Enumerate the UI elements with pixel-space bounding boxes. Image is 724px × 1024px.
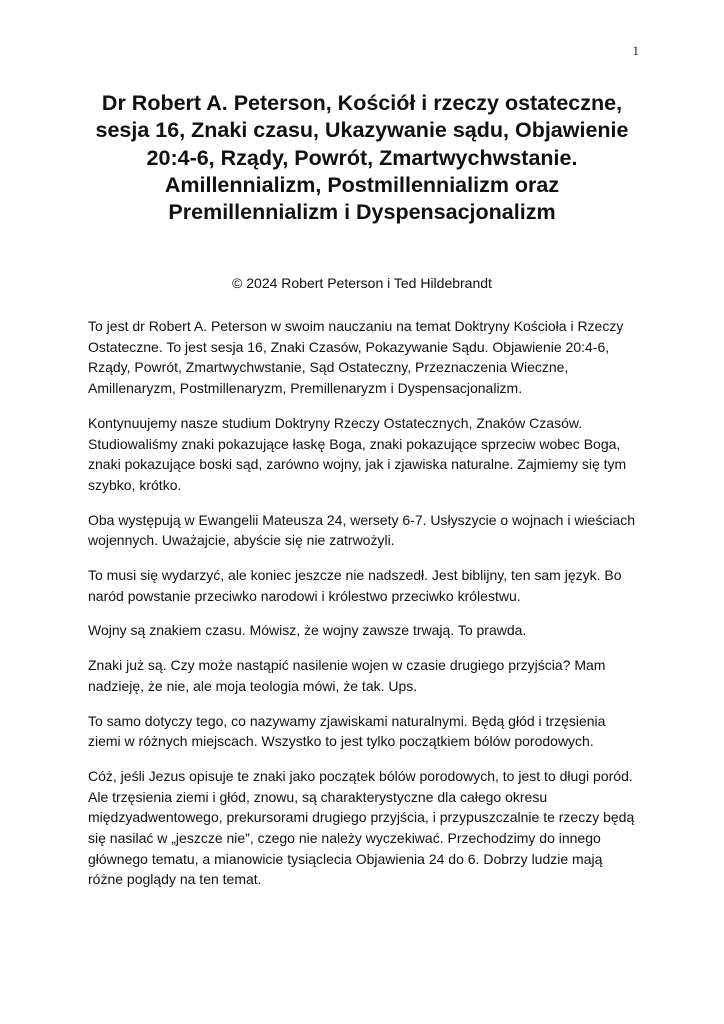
paragraph: To jest dr Robert A. Peterson w swoim nauczaniu na temat Doktryny Kościoła i Rzeczy Ostateczne. To jest sesja 16, Znaki Czasów, Pokazywanie Sądu. Objawienie 20:4-6, Rządy, Powrót, Zmartwychwstanie, Sąd Ostateczny, Przeznaczenia Wieczne, Amillenaryzm, Postmillenaryzm, Premillenaryzm i Dyspensacjonalizm.: [88, 318, 624, 397]
paragraph: To musi się wydarzyć, ale koniec jeszcze nie nadszedł. Jest biblijny, ten sam język. Bo naród powstanie przeciwko narodowi i królestwo przeciwko królestwu.: [88, 567, 622, 604]
copyright-line: © 2024 Robert Peterson i Ted Hildebrandt: [232, 275, 492, 291]
document-title: Dr Robert A. Peterson, Kościół i rzeczy ostateczne, sesja 16, Znaki czasu, Ukazywanie sądu, Objawienie 20:4-6, Rządy, Powrót, Zmartwychwstanie. Amillennializm, Postmillennializm oraz Premillennializm i Dyspensacjonalizm: [95, 91, 629, 225]
paragraph: Kontynuujemy nasze studium Doktryny Rzeczy Ostatecznych, Znaków Czasów. Studiowaliśmy znaki pokazujące łaskę Boga, znaki pokazujące sprzeciw wobec Boga, znaki pokazujące boski sąd, zarówno wojny, jak i zjawiska naturalne. Zajmiemy się tym szybko, krótko.: [88, 414, 627, 493]
paragraph: Cóż, jeśli Jezus opisuje te znaki jako początek bólów porodowych, to jest to długi poród. Ale trzęsienia ziemi i głód, znowu, są charakterystyczne dla całego okresu międzyadwentowego, prekursorami drugiego przyjścia, i przypuszczalnie te rzeczy będą się nasilać w „jeszcze nie”, czego nie należy wyczekiwać. Przechodzimy do innego głównego tematu, a mianowicie tysiąclecia Objawienia 24 do 6. Dobrzy ludzie mają różne poglądy na ten temat.: [88, 767, 635, 888]
paragraph: Znaki już są. Czy może nastąpić nasilenie wojen w czasie drugiego przyjścia? Mam nadzieję, że nie, ale moja teologia mówi, że tak. Ups.: [88, 657, 606, 694]
document-body: [88, 316, 640, 904]
page-number: 1: [632, 43, 639, 58]
paragraph: Wojny są znakiem czasu. Mówisz, że wojny zawsze trwają. To prawda.: [88, 622, 527, 639]
paragraph: Oba występują w Ewangelii Mateusza 24, wersety 6-7. Usłyszycie o wojnach i wieściach wojennych. Uważajcie, abyście się nie zatrwożyli.: [88, 511, 636, 549]
paragraph: To samo dotyczy tego, co nazywamy zjawiskami naturalnymi. Będą głód i trzęsienia ziemi w różnych miejscach. Wszystko to jest tylko początkiem bólów porodowych.: [88, 712, 606, 750]
